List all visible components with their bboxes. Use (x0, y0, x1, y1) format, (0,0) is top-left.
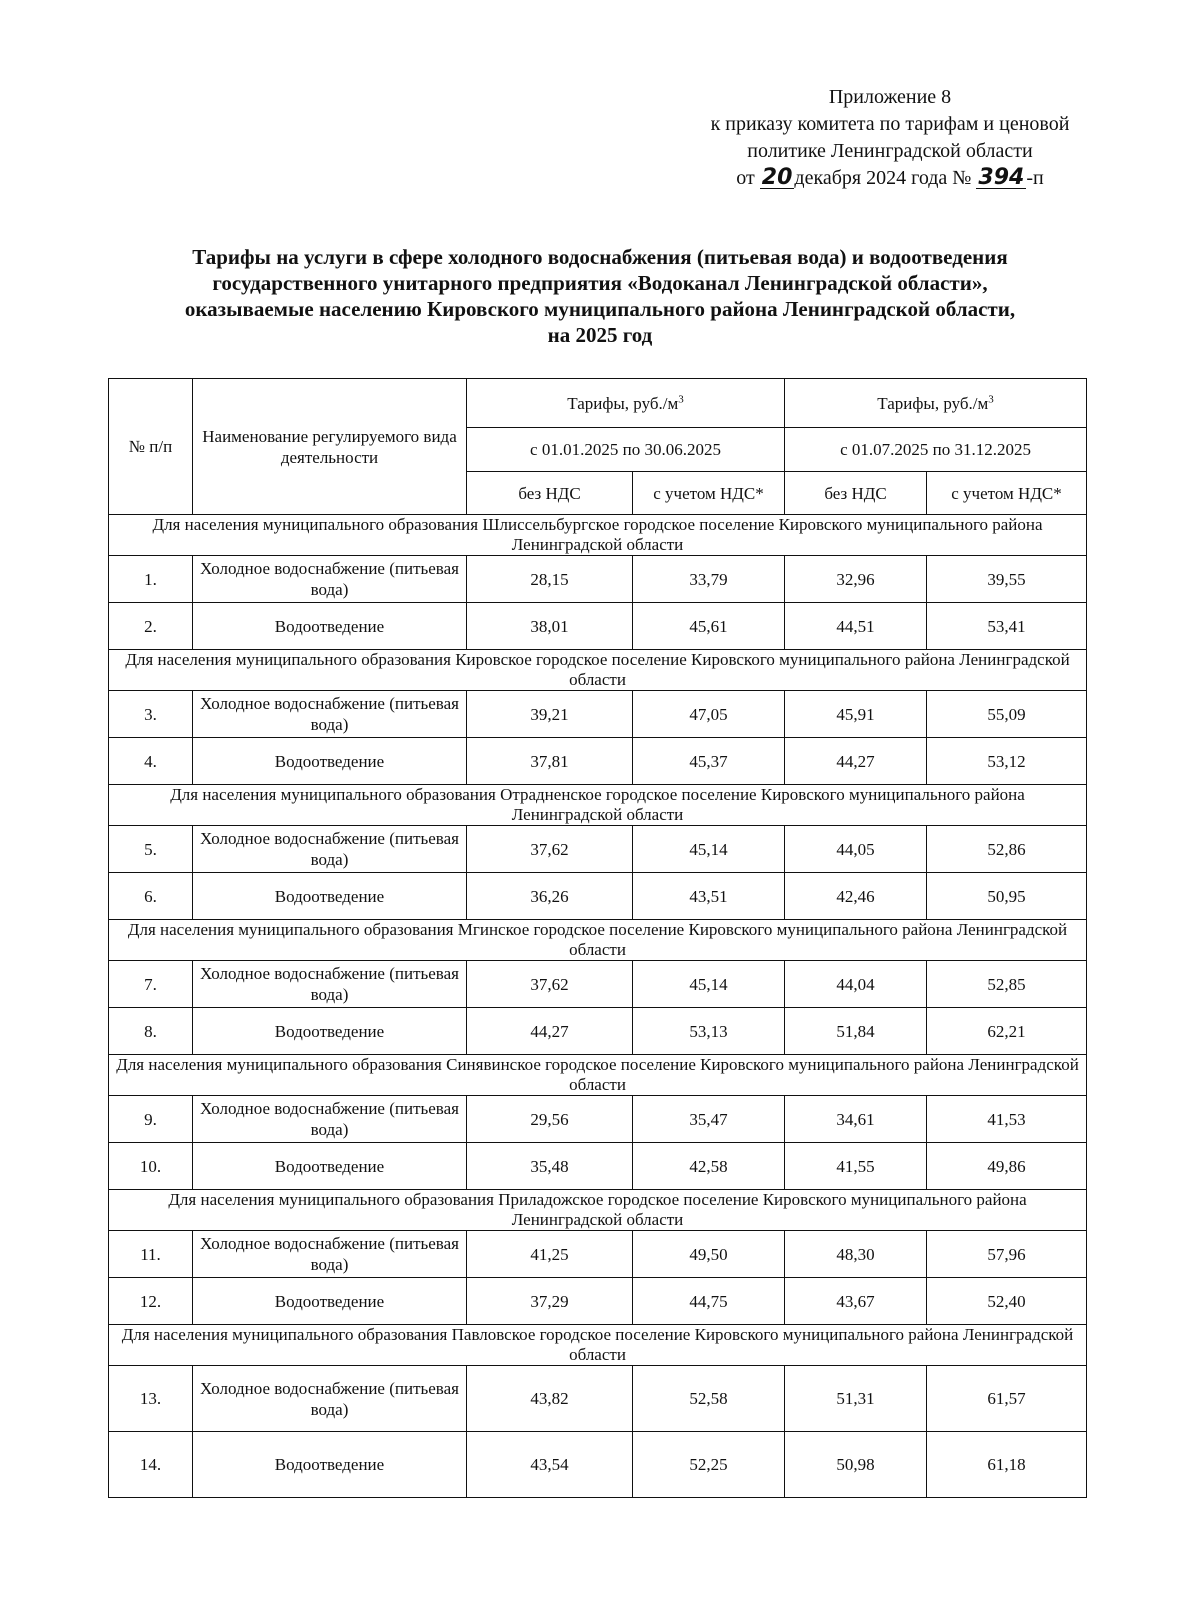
activity-name: Водоотведение (193, 1432, 467, 1498)
appendix-committee: политике Ленинградской области (747, 140, 1033, 162)
tariff-h1-no-vat: 28,15 (467, 556, 633, 603)
title-line-4: на 2025 год (547, 323, 653, 347)
tariff-h2-with-vat: 49,86 (927, 1143, 1087, 1190)
header-period-1: с 01.01.2025 по 30.06.2025 (467, 428, 785, 472)
table-row (109, 691, 1087, 738)
title-line-1: Тарифы на услуги в сфере холодного водоснабжения (питьевая вода) и водоотведения (192, 245, 1008, 269)
tariff-h2-no-vat: 44,51 (785, 603, 927, 650)
row-number: 6. (109, 873, 193, 920)
activity-name: Холодное водоснабжение (питьевая вода) (193, 1096, 467, 1143)
tariff-h1-no-vat: 29,56 (467, 1096, 633, 1143)
tariff-h1-no-vat: 35,48 (467, 1143, 633, 1190)
row-number: 4. (109, 738, 193, 785)
row-number: 11. (109, 1231, 193, 1278)
tariff-h2-with-vat: 62,21 (927, 1008, 1087, 1055)
table-row (109, 1096, 1087, 1143)
tariff-h1-with-vat: 44,75 (633, 1278, 785, 1325)
group-title: Для населения муниципального образования Синявинское городское поселение Кировского муниципального района Ленинградской области (109, 1055, 1087, 1096)
tariff-h2-no-vat: 32,96 (785, 556, 927, 603)
tariff-h1-with-vat: 33,79 (633, 556, 785, 603)
activity-name: Водоотведение (193, 1278, 467, 1325)
tariff-h2-no-vat: 42,46 (785, 873, 927, 920)
handwritten-day: 20 (761, 165, 793, 190)
tariff-h2-no-vat: 41,55 (785, 1143, 927, 1190)
row-number: 13. (109, 1366, 193, 1432)
appendix-order-ref: к приказу комитета по тарифам и ценовой (710, 113, 1070, 135)
tariff-h1-no-vat: 37,29 (467, 1278, 633, 1325)
tariff-table (108, 378, 1087, 1498)
tariff-h1-with-vat: 52,58 (633, 1366, 785, 1432)
activity-name: Холодное водоснабжение (питьевая вода) (193, 691, 467, 738)
tariff-h2-with-vat: 39,55 (927, 556, 1087, 603)
tariff-h2-no-vat: 44,04 (785, 961, 927, 1008)
tariff-h1-no-vat: 38,01 (467, 603, 633, 650)
group-header-row (109, 785, 1087, 826)
tariff-h2-with-vat: 53,12 (927, 738, 1087, 785)
activity-name: Холодное водоснабжение (питьевая вода) (193, 1366, 467, 1432)
row-number: 3. (109, 691, 193, 738)
tariff-label-1: Тарифы, руб./м (567, 393, 679, 413)
row-number: 9. (109, 1096, 193, 1143)
tariff-h1-with-vat: 45,61 (633, 603, 785, 650)
tariff-h1-no-vat: 43,54 (467, 1432, 633, 1498)
header-tariff-2 (785, 379, 1087, 428)
tariff-h2-with-vat: 50,95 (927, 873, 1087, 920)
tariff-h1-no-vat: 37,81 (467, 738, 633, 785)
header-period-2: с 01.07.2025 по 31.12.2025 (785, 428, 1087, 472)
tariff-h2-with-vat: 41,53 (927, 1096, 1087, 1143)
activity-name: Холодное водоснабжение (питьевая вода) (193, 961, 467, 1008)
group-header-row (109, 1190, 1087, 1231)
tariff-h2-no-vat: 34,61 (785, 1096, 927, 1143)
row-number: 2. (109, 603, 193, 650)
activity-name: Водоотведение (193, 1143, 467, 1190)
header-no-vat-1: без НДС (467, 472, 633, 515)
tariff-h1-with-vat: 45,37 (633, 738, 785, 785)
tariff-h1-with-vat: 45,14 (633, 826, 785, 873)
tariff-h2-no-vat: 44,05 (785, 826, 927, 873)
row-number: 7. (109, 961, 193, 1008)
tariff-h2-with-vat: 52,86 (927, 826, 1087, 873)
document-title (110, 244, 1090, 348)
group-header-row (109, 1325, 1087, 1366)
date-prefix: от (736, 167, 755, 189)
row-number: 14. (109, 1432, 193, 1498)
tariff-h1-no-vat: 44,27 (467, 1008, 633, 1055)
table-row (109, 1366, 1087, 1432)
tariff-h2-with-vat: 61,57 (927, 1366, 1087, 1432)
table-row (109, 873, 1087, 920)
row-number: 10. (109, 1143, 193, 1190)
tariff-h2-no-vat: 51,31 (785, 1366, 927, 1432)
tariff-h2-with-vat: 61,18 (927, 1432, 1087, 1498)
tariff-h1-no-vat: 36,26 (467, 873, 633, 920)
tariff-h2-with-vat: 52,85 (927, 961, 1087, 1008)
group-title: Для населения муниципального образования Отрадненское городское поселение Кировского муниципального района Ленинградской области (109, 785, 1087, 826)
title-line-2: государственного унитарного предприятия «Водоканал Ленинградской области», (212, 271, 988, 295)
title-line-3: оказываемые населению Кировского муниципального района Ленинградской области, (184, 297, 1016, 321)
activity-name: Водоотведение (193, 873, 467, 920)
tariff-h2-with-vat: 55,09 (927, 691, 1087, 738)
tariff-h1-with-vat: 52,25 (633, 1432, 785, 1498)
header-no-vat-2: без НДС (785, 472, 927, 515)
number-suffix: -п (1026, 167, 1044, 189)
tariff-h2-with-vat: 52,40 (927, 1278, 1087, 1325)
tariff-table-body (109, 515, 1087, 1498)
table-row (109, 603, 1087, 650)
activity-name: Водоотведение (193, 738, 467, 785)
handwritten-number: 394 (978, 165, 1025, 190)
tariff-h1-with-vat: 35,47 (633, 1096, 785, 1143)
activity-name: Холодное водоснабжение (питьевая вода) (193, 826, 467, 873)
tariff-h2-no-vat: 50,98 (785, 1432, 927, 1498)
group-title: Для населения муниципального образования Приладожское городское поселение Кировского муниципального района Ленинградской области (109, 1190, 1087, 1231)
tariff-h1-no-vat: 37,62 (467, 961, 633, 1008)
activity-name: Водоотведение (193, 1008, 467, 1055)
header-with-vat-1: с учетом НДС* (633, 472, 785, 515)
group-title: Для населения муниципального образования Шлиссельбургское городское поселение Кировского муниципального района Ленинградской области (109, 515, 1087, 556)
date-middle: декабря 2024 года № (794, 167, 972, 189)
tariff-h2-with-vat: 57,96 (927, 1231, 1087, 1278)
group-title: Для населения муниципального образования Павловское городское поселение Кировского муниципального района Ленинградской области (109, 1325, 1087, 1366)
header-no: № п/п (109, 379, 193, 515)
group-title: Для населения муниципального образования Кировское городское поселение Кировского муниципального района Ленинградской области (109, 650, 1087, 691)
tariff-h1-no-vat: 43,82 (467, 1366, 633, 1432)
row-number: 5. (109, 826, 193, 873)
activity-name: Холодное водоснабжение (питьевая вода) (193, 556, 467, 603)
appendix-date-line (640, 165, 1140, 192)
tariff-h2-no-vat: 48,30 (785, 1231, 927, 1278)
row-number: 8. (109, 1008, 193, 1055)
group-header-row (109, 1055, 1087, 1096)
group-header-row (109, 515, 1087, 556)
tariff-h1-no-vat: 39,21 (467, 691, 633, 738)
tariff-h2-no-vat: 43,67 (785, 1278, 927, 1325)
tariff-h2-no-vat: 44,27 (785, 738, 927, 785)
activity-name: Холодное водоснабжение (питьевая вода) (193, 1231, 467, 1278)
table-row (109, 738, 1087, 785)
tariff-h1-with-vat: 45,14 (633, 961, 785, 1008)
table-row (109, 961, 1087, 1008)
table-row (109, 1278, 1087, 1325)
table-row (109, 1231, 1087, 1278)
appendix-header (640, 84, 1140, 192)
unit-sup-1: 3 (678, 392, 684, 405)
tariff-h1-with-vat: 43,51 (633, 873, 785, 920)
tariff-h2-no-vat: 51,84 (785, 1008, 927, 1055)
group-header-row (109, 650, 1087, 691)
tariff-h1-with-vat: 47,05 (633, 691, 785, 738)
row-number: 1. (109, 556, 193, 603)
tariff-h1-no-vat: 41,25 (467, 1231, 633, 1278)
table-row (109, 826, 1087, 873)
appendix-title: Приложение 8 (828, 86, 952, 108)
tariff-h1-with-vat: 49,50 (633, 1231, 785, 1278)
tariff-h2-with-vat: 53,41 (927, 603, 1087, 650)
tariff-h1-with-vat: 42,58 (633, 1143, 785, 1190)
table-row (109, 556, 1087, 603)
group-header-row (109, 920, 1087, 961)
tariff-h2-no-vat: 45,91 (785, 691, 927, 738)
table-row (109, 1432, 1087, 1498)
table-row (109, 1143, 1087, 1190)
group-title: Для населения муниципального образования Мгинское городское поселение Кировского муниципального района Ленинградской области (109, 920, 1087, 961)
unit-sup-2: 3 (988, 392, 994, 405)
tariff-h1-no-vat: 37,62 (467, 826, 633, 873)
header-tariff-1 (467, 379, 785, 428)
header-activity-name: Наименование регулируемого вида деятельности (193, 379, 467, 515)
tariff-h1-with-vat: 53,13 (633, 1008, 785, 1055)
header-with-vat-2: с учетом НДС* (927, 472, 1087, 515)
activity-name: Водоотведение (193, 603, 467, 650)
row-number: 12. (109, 1278, 193, 1325)
table-row (109, 1008, 1087, 1055)
tariff-label-2: Тарифы, руб./м (877, 393, 989, 413)
